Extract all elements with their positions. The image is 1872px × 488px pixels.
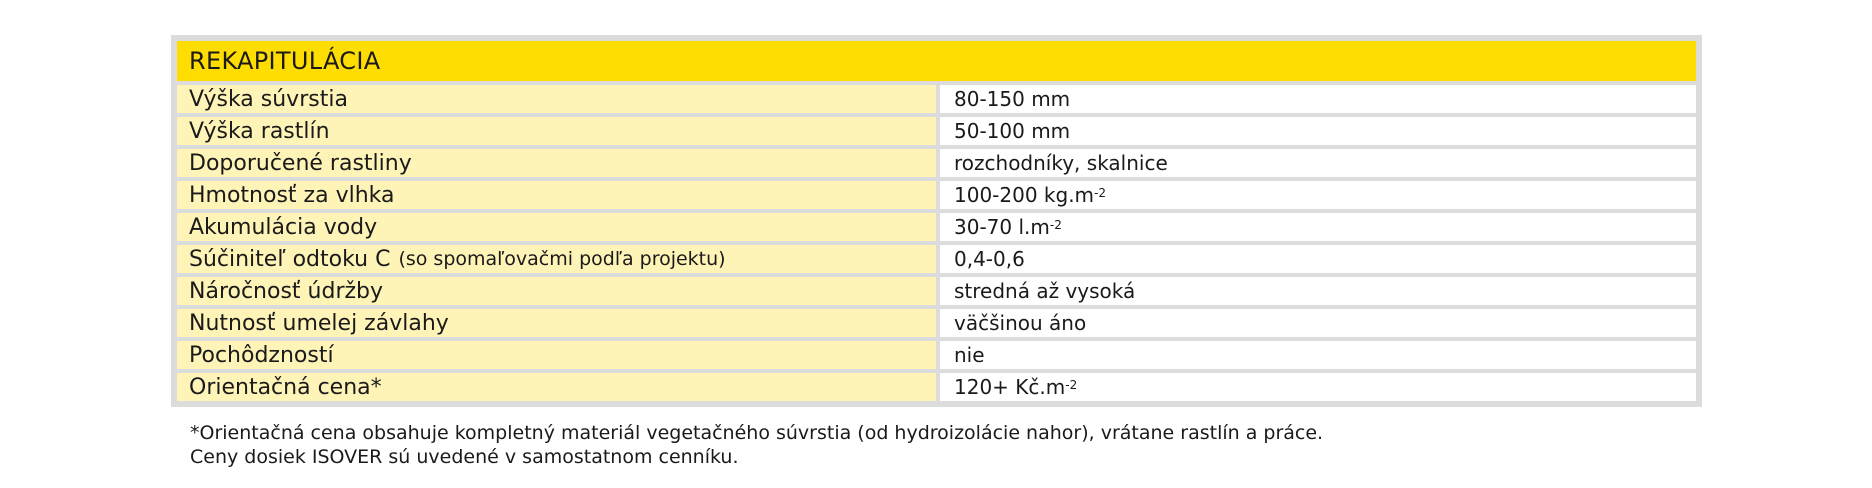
- row-value-exponent: -2: [1094, 186, 1107, 200]
- table-row: [177, 373, 1696, 401]
- table-row: [177, 309, 1696, 337]
- row-value-text: nie: [954, 343, 985, 367]
- row-value: [940, 341, 1696, 369]
- footnote: [190, 421, 1323, 469]
- row-value-text: väčšinou áno: [954, 311, 1087, 335]
- row-label-text: Náročnosť údržby: [189, 278, 384, 304]
- row-label-text: Súčiniteľ odtoku C: [189, 246, 391, 272]
- row-label: [177, 149, 936, 177]
- row-value: [940, 373, 1696, 401]
- row-value-text: 80-150 mm: [954, 87, 1071, 111]
- row-label-text: Orientačná cena*: [189, 374, 382, 400]
- row-label: [177, 309, 936, 337]
- row-label-text: Výška rastlín: [189, 118, 330, 144]
- row-label: [177, 213, 936, 241]
- row-label-text: Akumulácia vody: [189, 214, 378, 240]
- row-value: [940, 245, 1696, 273]
- table-title: REKAPITULÁCIA: [177, 41, 1696, 81]
- row-value-text: 100-200 kg.m: [954, 183, 1095, 207]
- row-value: [940, 309, 1696, 337]
- row-label: [177, 85, 936, 113]
- row-value-exponent: -2: [1049, 218, 1062, 232]
- row-label-text: Doporučené rastliny: [189, 150, 412, 176]
- summary-table: [171, 35, 1702, 407]
- row-value-text: 120+ Kč.m: [954, 375, 1066, 399]
- row-value-text: rozchodníky, skalnice: [954, 151, 1168, 175]
- row-label: [177, 181, 936, 209]
- row-label-text: Pochôdzností: [189, 342, 334, 368]
- row-label-note: (so spomaľovačmi podľa projektu): [398, 248, 726, 270]
- footnote-line-1: *Orientačná cena obsahuje kompletný materiál vegetačného súvrstia (od hydroizolácie nahor), vrátane rastlín a práce.: [190, 422, 1324, 444]
- row-value: [940, 213, 1696, 241]
- row-value: [940, 277, 1696, 305]
- row-label: [177, 373, 936, 401]
- table-row: [177, 117, 1696, 145]
- row-label: [177, 277, 936, 305]
- table-row: [177, 277, 1696, 305]
- row-label: [177, 117, 936, 145]
- row-value-text: stredná až vysoká: [954, 279, 1136, 303]
- table-row: [177, 245, 1696, 273]
- row-label: [177, 245, 936, 273]
- footnote-line-2: Ceny dosiek ISOVER sú uvedené v samostatnom cenníku.: [190, 446, 739, 468]
- row-value: [940, 149, 1696, 177]
- row-label-text: Nutnosť umelej závlahy: [189, 310, 449, 336]
- row-value-text: 30-70 l.m: [954, 215, 1050, 239]
- table-row: [177, 213, 1696, 241]
- row-label-text: Výška súvrstia: [189, 86, 348, 112]
- row-value: [940, 117, 1696, 145]
- table-row: [177, 181, 1696, 209]
- row-value-text: 50-100 mm: [954, 119, 1071, 143]
- row-label: [177, 341, 936, 369]
- row-value-exponent: -2: [1065, 378, 1078, 392]
- row-value-text: 0,4-0,6: [954, 247, 1025, 271]
- table-row: [177, 341, 1696, 369]
- table-row: [177, 149, 1696, 177]
- table-body: [177, 85, 1696, 401]
- row-value: [940, 181, 1696, 209]
- row-value: [940, 85, 1696, 113]
- row-label-text: Hmotnosť za vlhka: [189, 182, 395, 208]
- table-row: [177, 85, 1696, 113]
